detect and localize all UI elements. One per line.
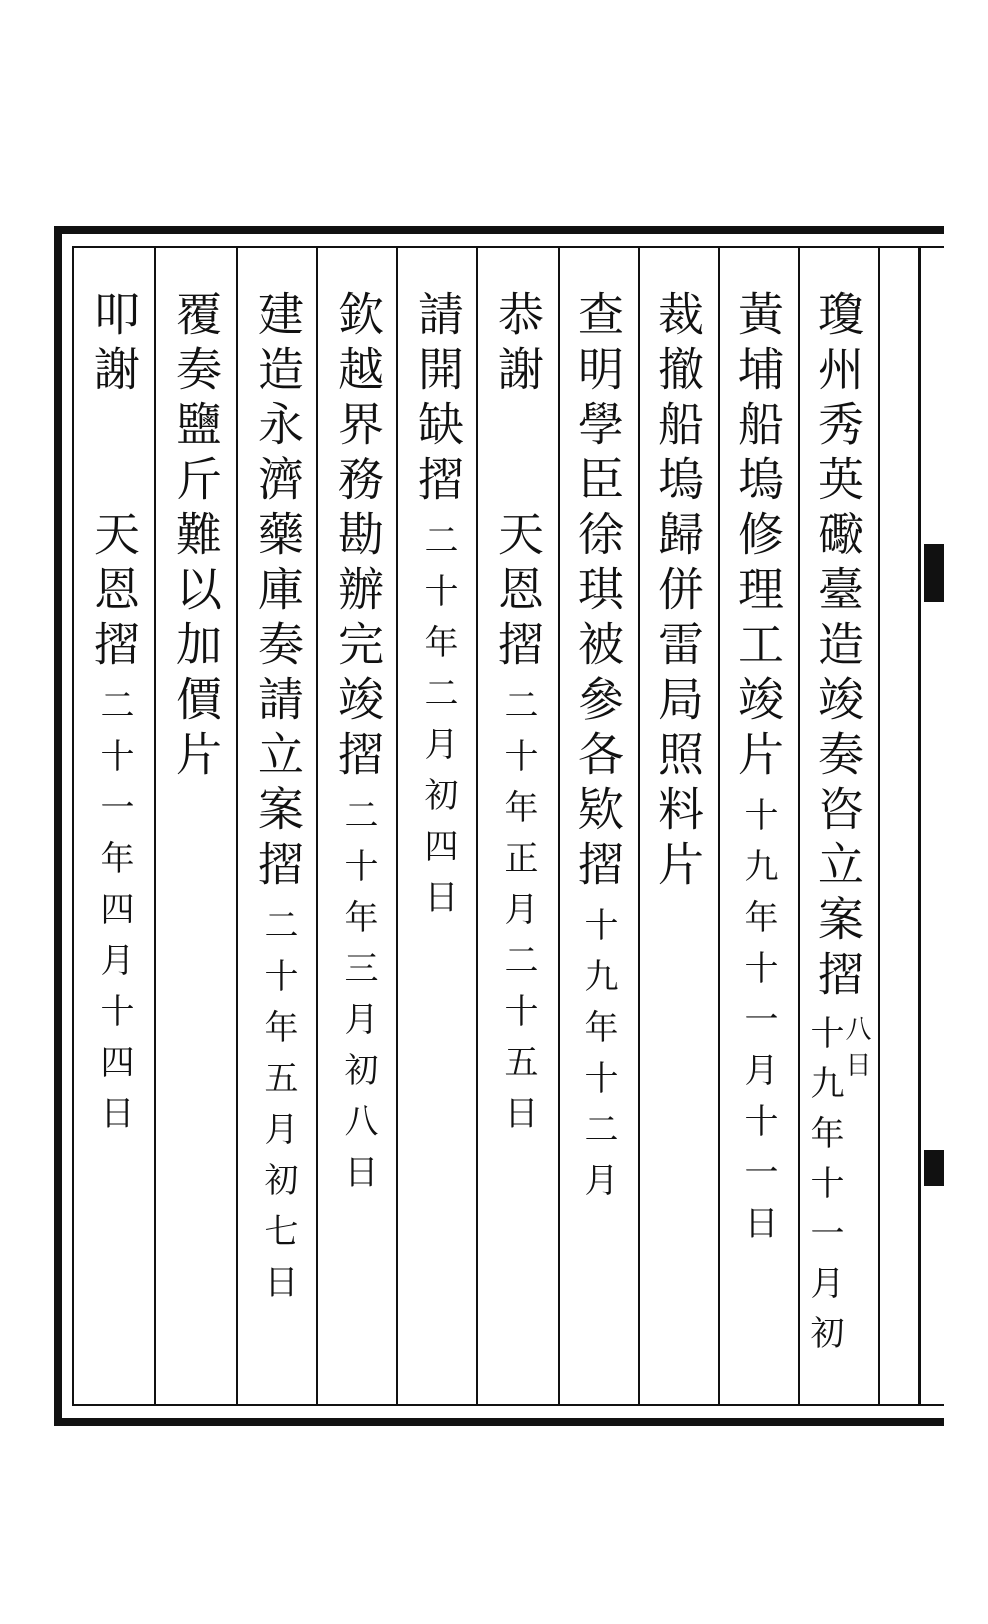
entry-date: 二十年二月初四日: [418, 522, 458, 930]
entry-date: 二十年正月二十五日: [498, 687, 538, 1146]
fold-edge: [918, 246, 921, 1406]
entry-title: 叩謝: [87, 290, 141, 400]
entry-column: [718, 290, 798, 1256]
entry-date: 十九年十二月: [578, 907, 618, 1213]
entry-column: [318, 290, 398, 1205]
entry-title: 恭謝: [491, 290, 545, 400]
entry-date-small: 八日: [841, 1015, 871, 1087]
entry-column: [74, 290, 154, 1146]
entry-date: 二十一年四月十四日: [94, 687, 134, 1146]
fold-mark-bottom: [924, 1150, 944, 1186]
entry-title: 覆奏鹽斤難以加價片: [169, 290, 223, 785]
entry-title: 欽越界務勘辦完竣摺: [331, 290, 385, 785]
entry-title-honorific: 天恩摺: [87, 510, 141, 675]
entry-title: 黃埔船塢修理工竣片: [731, 290, 785, 785]
entry-column: [156, 290, 236, 785]
entry-column: [478, 290, 558, 1146]
entry-title-honorific: 天恩摺: [491, 510, 545, 675]
entry-title: 請開缺摺: [411, 290, 465, 510]
entry-title: 查明學臣徐琪被參各欵摺: [571, 290, 625, 895]
entry-date: 二十年五月初七日: [258, 907, 298, 1315]
entry-column: [798, 290, 878, 1365]
entry-column: [238, 290, 318, 1315]
entry-date: 十九年十一月初: [804, 1015, 844, 1365]
entry-title: 瓊州秀英礮臺造竣奏咨立案摺: [811, 290, 865, 1005]
entry-column: [558, 290, 638, 1213]
fold-mark-top: [924, 544, 944, 602]
entry-column: [398, 290, 478, 930]
entry-column: [638, 290, 718, 895]
entry-date: 二十年三月初八日: [338, 797, 378, 1205]
entry-date: 十九年十一月十一日: [738, 797, 778, 1256]
entry-title: 裁撤船塢歸併雷局照料片: [651, 290, 705, 895]
column-rule: [878, 246, 880, 1406]
entry-title: 建造永濟藥庫奏請立案摺: [251, 290, 305, 895]
